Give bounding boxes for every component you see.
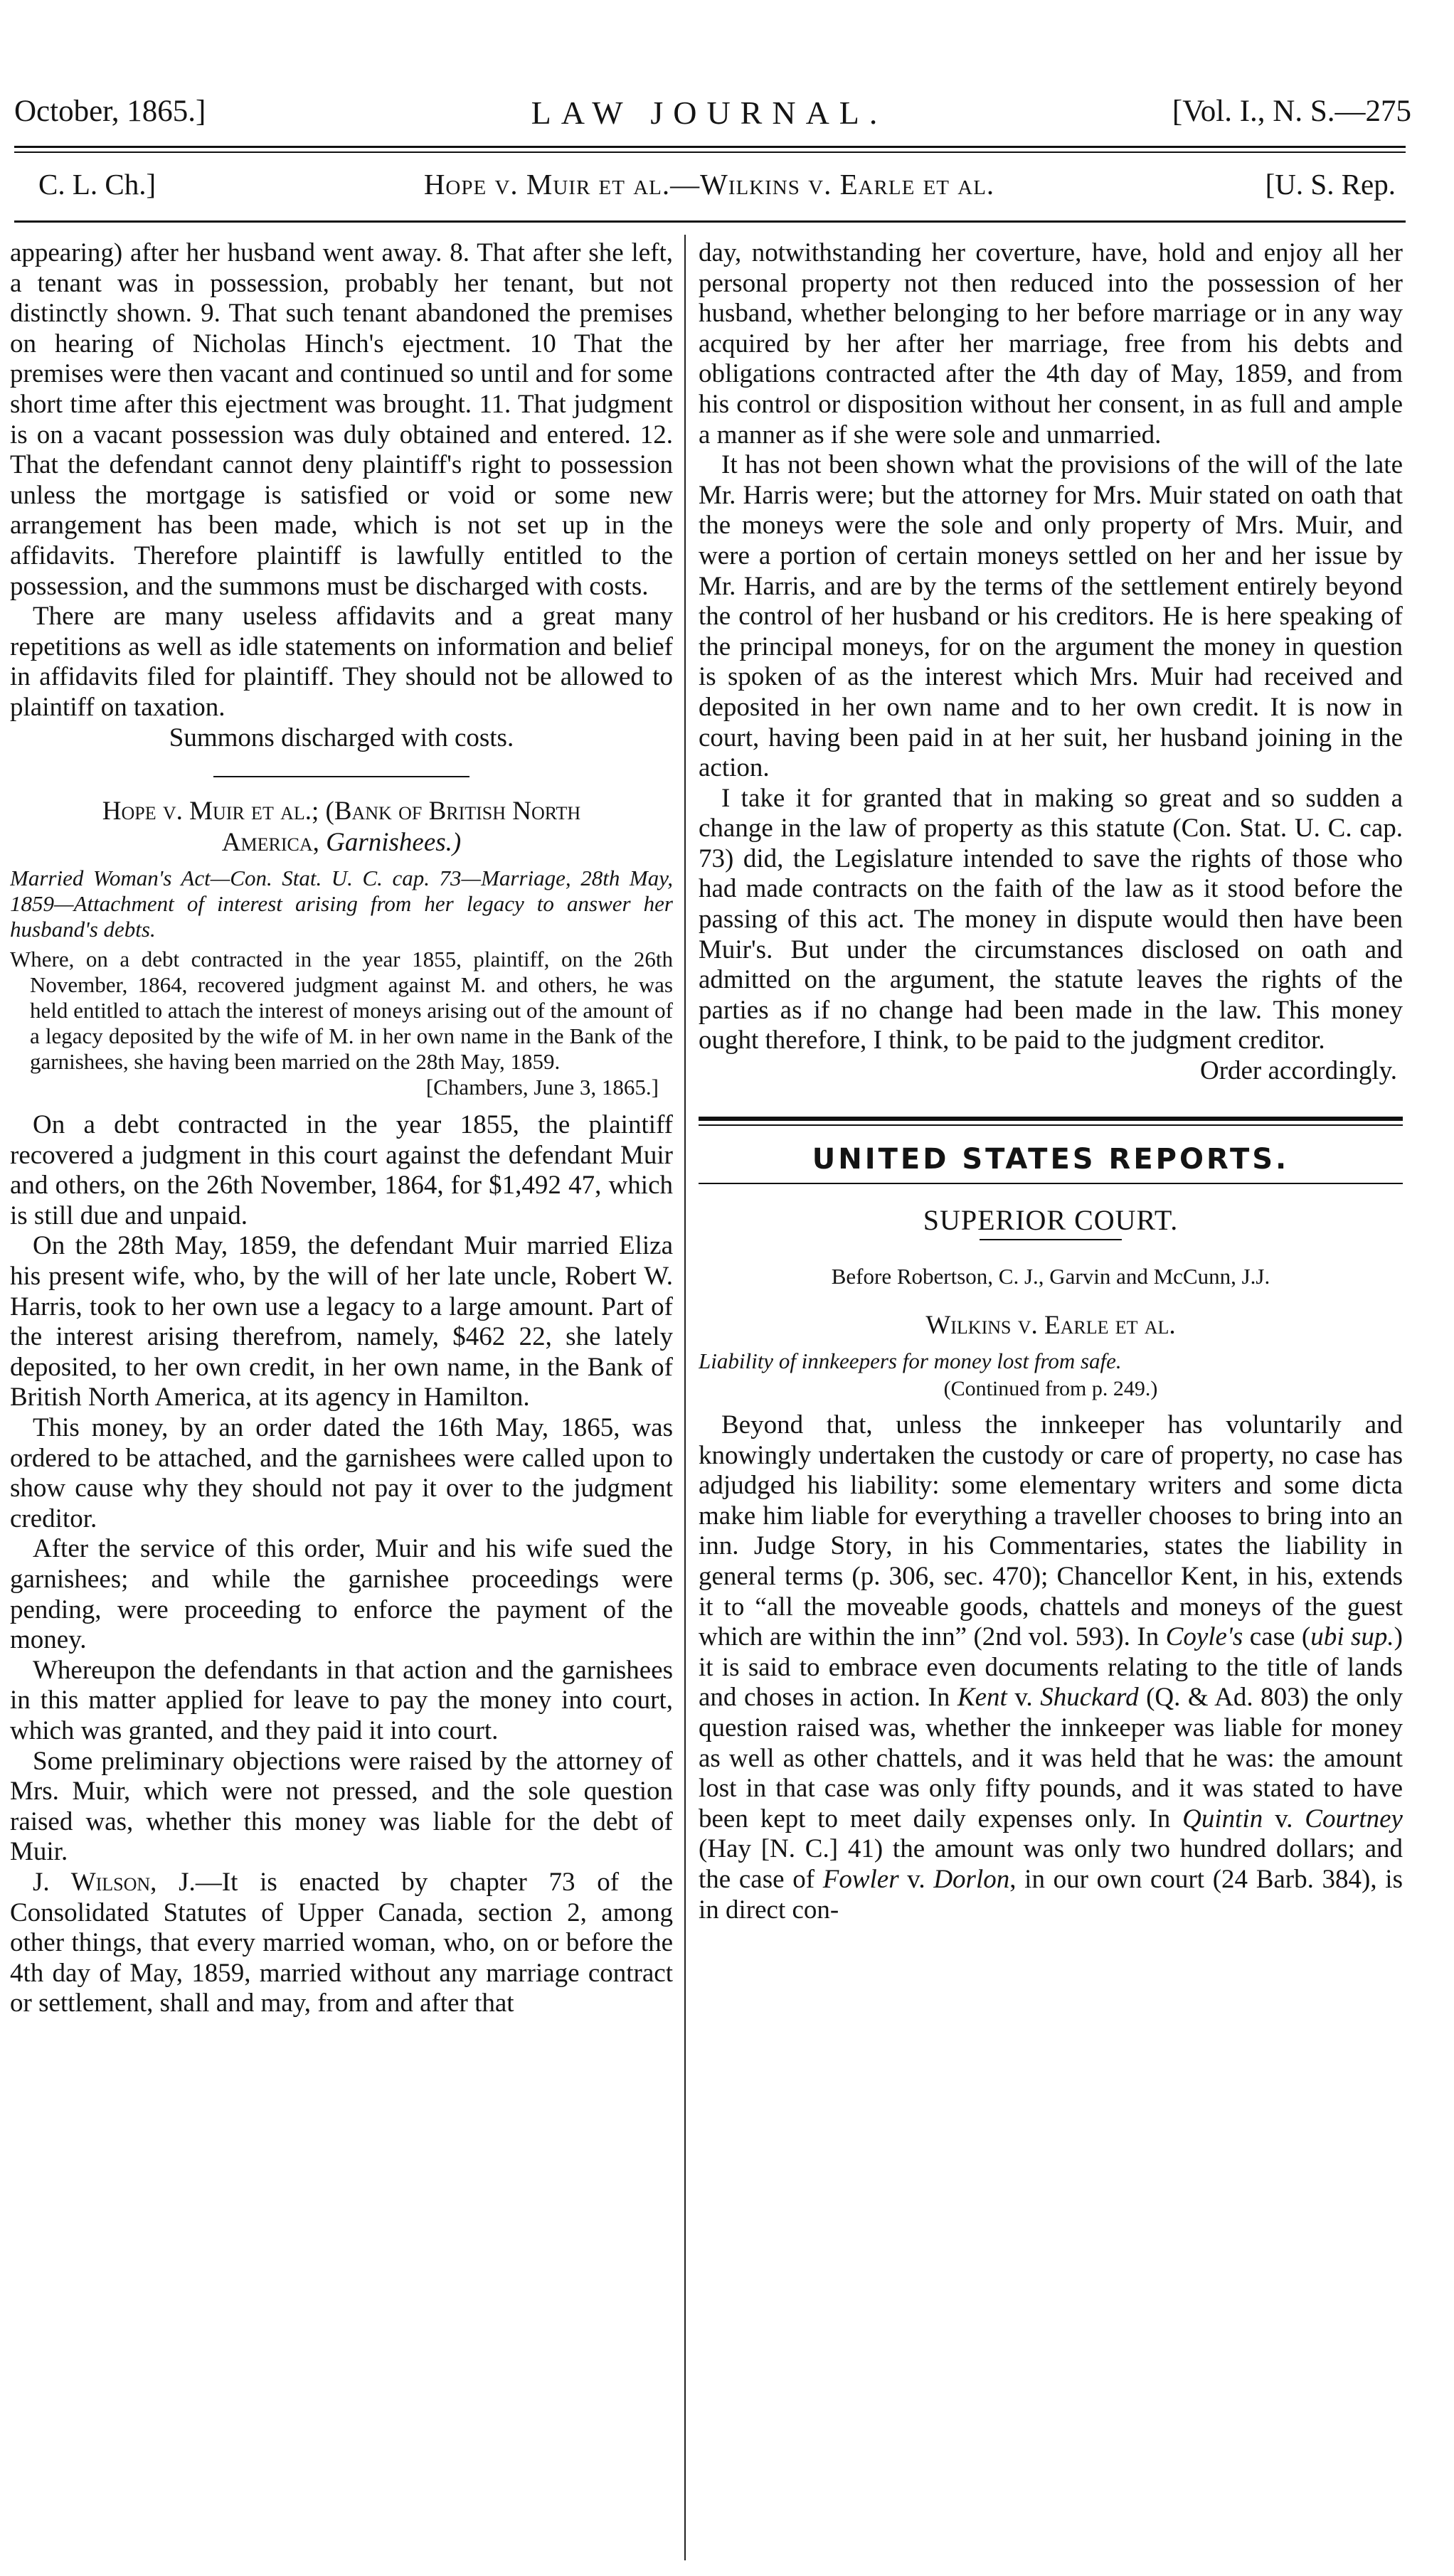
judge-name: J. Wilson, J. <box>33 1867 196 1897</box>
running-header <box>7 94 1411 137</box>
headnote: Liability of innkeepers for money lost from safe. <box>699 1348 1122 1374</box>
disposition: Summons discharged with costs. <box>169 723 514 752</box>
case-header <box>7 167 1411 207</box>
header-rule-top <box>14 146 1406 148</box>
paragraph: I take it for granted that in making so great and so sudden a change in the law of property as this statute (Con. Stat. U. C. cap. 73) did, the Legislature intended to save the rights of those who had made contracts on the faith of the law as it stood before the passing of this act. The money in dispute would then have been Muir's. But under the circumstances disclosed on oath and admitted on the argument, the statute leaves the rights of the parties as if no change had been made in the law. This money ought therefore, I think, to be paid to the judgment creditor. <box>699 783 1403 1055</box>
paragraph: Some preliminary objections were raised by the attorney of Mrs. Muir, which were not pressed, and the sole question raised was, whether this money was liable for the debt of Muir. <box>10 1746 673 1867</box>
paragraph: Beyond that, unless the innkeeper has voluntarily and knowingly undertaken the custody or care of property, no case has adjudged his liability: some elementary writers and some dicta make him liable for everything a traveller chooses to bring into an inn. Judge Story, in his Commentaries, states the liability in general terms (p. 306, sec. 470); Chancellor Kent, in his, extends it to “all the moveable goods, chattels and moneys of the guest which are within the inn” (2nd vol. 593). In Coyle's case (ubi sup.) it is said to embrace even documents relating to the title of lands and choses in action. In Kent v. Shuckard (Q. & Ad. 803) the only question raised was, whether the innkeeper was liable for money as well as other chattels, and it was held that he was: the amount lost in that case was only fifty pounds, and it was stated to have been kept to meet daily expenses only. In Quintin v. Courtney (Hay [N. C.] 41) the amount was only two hundred dollars; and the case of Fowler v. Dorlon, in our own court (24 Barb. 384), is in direct con- <box>699 1410 1403 1925</box>
subheader-rule <box>14 220 1406 223</box>
case-header-reporter: [U. S. Rep. <box>1265 168 1396 201</box>
section-rule <box>699 1117 1403 1126</box>
paragraph: This money, by an order dated the 16th May, 1865, was ordered to be attached, and the garnishees were called upon to show cause why they should not pay it over to the judgment creditor. <box>10 1413 673 1533</box>
header-rule-bottom <box>14 151 1406 153</box>
paragraph: Whereupon the defendants in that action and the garnishees in this matter applied for leave to pay the money into court, which was granted, and they paid it into court. <box>10 1655 673 1745</box>
case-header-court: C. L. Ch.] <box>38 168 156 201</box>
syllabus-citation: [Chambers, June 3, 1865.] <box>425 1075 659 1100</box>
header-volume: [Vol. I., N. S.—275 <box>1172 95 1411 128</box>
bench: Before Robertson, C. J., Garvin and McCunn, J.J. <box>831 1263 1270 1289</box>
judgment-paragraph: J. Wilson, J.—It is enacted by chapter 73 of the Consolidated Statutes of Upper Canada, section 2, among other things, that every married woman, who, on or before the 4th day of May, 1859, married without any marriage contract or settlement, shall and may, from and after that <box>10 1867 673 2018</box>
disposition: Order accordingly. <box>1199 1056 1397 1086</box>
syllabus: Where, on a debt contracted in the year 1855, plaintiff, on the 26th November, 1864, recovered judgment against M. and others, he was held entitled to attach the interest of moneys arising out of the amount of a legacy deposited by the wife of M. in her own name in the Bank of the garnishees, she having been married on the 28th May, 1859. <box>10 947 673 1075</box>
column-divider <box>684 235 686 2560</box>
paragraph: On a debt contracted in the year 1855, the plaintiff recovered a judgment in this court against the defendant Muir and others, on the 26th November, 1864, for $1,492 47, which is still due and unpaid. <box>10 1110 673 1230</box>
case-title: Wilkins v. Earle et al. <box>925 1311 1176 1341</box>
headnote: Married Woman's Act—Con. Stat. U. C. cap. 73—Marriage, 28th May, 1859—Attachment of interest arising from her legacy to answer her husband's debts. <box>10 866 673 942</box>
paragraph: There are many useless affidavits and a great many repetitions as well as idle statements on information and belief in affidavits filed for plaintiff. They should not be allowed to plaintiff on taxation. <box>10 602 673 722</box>
paragraph: day, notwithstanding her coverture, have, hold and enjoy all her personal property not then reduced into the possession of her husband, whether belonging to her before marriage or in any way acquired by her after her marriage, free from his debts and obligations contracted after the 4th day of May, 1859, and from his control or disposition without her consent, in as full and ample a manner as if she were sole and unmarried. <box>699 238 1403 449</box>
case-title: Hope v. Muir et al.; (Bank of British North America, Garnishees.) <box>102 797 581 858</box>
header-date: October, 1865.] <box>14 95 206 128</box>
continued-note: (Continued from p. 249.) <box>943 1377 1158 1401</box>
header-title: LAW JOURNAL. <box>531 95 888 131</box>
paragraph: It has not been shown what the provisions of the will of the late Mr. Harris were; but the attorney for Mrs. Muir stated on oath that the moneys were the sole and only property of Mrs. Muir, and were a portion of certain moneys settled on her and her issue by Mr. Harris, and are by the terms of the settlement entirely beyond the control of her husband or his creditors. He is here speaking of the principal moneys, for on the argument the money in question is spoken of as the interest which Mrs. Muir had received and deposited in her own name and to her own credit. It is now in court, having been paid in at her suit, her husband joining in the action. <box>699 450 1403 783</box>
right-column <box>699 238 1403 2553</box>
case-header-titles: Hope v. Muir et al.—Wilkins v. Earle et al. <box>423 168 995 201</box>
court-name: SUPERIOR COURT. <box>923 1204 1179 1237</box>
paragraph: On the 28th May, 1859, the defendant Muir married Eliza his present wife, who, by the will of her late uncle, Robert W. Harris, took to her own use a legacy to a large amount. Part of the interest arising therefrom, namely, $462 22, she lately deposited, to her own credit, in her own name, in the Bank of British North America, at its agency in Hamilton. <box>10 1231 673 1412</box>
paragraph: After the service of this order, Muir and his wife sued the garnishees; and while the garnishee proceedings were pending, were proceeding to enforce the payment of the money. <box>10 1534 673 1655</box>
paragraph: appearing) after her husband went away. 8. That after she left, a tenant was in possession, probably her tenant, but not distinctly shown. 9. That such tenant abandoned the premises on hearing of Nicholas Hinch's ejectment. 10 That the premises were then vacant and continued so until and for some short time after this ejectment was brought. 11. That judgment is on a vacant possession was duly obtained and entered. 12. That the defendant cannot deny plaintiff's right to possession unless the mortgage is satisfied or void or some new arrangement has been made, which is not set up in the affidavits. Therefore plaintiff is lawfully entitled to the possession, and the summons must be discharged with costs. <box>10 238 673 601</box>
left-column <box>10 238 673 2553</box>
section-title: UNITED STATES REPORTS. <box>812 1142 1290 1176</box>
